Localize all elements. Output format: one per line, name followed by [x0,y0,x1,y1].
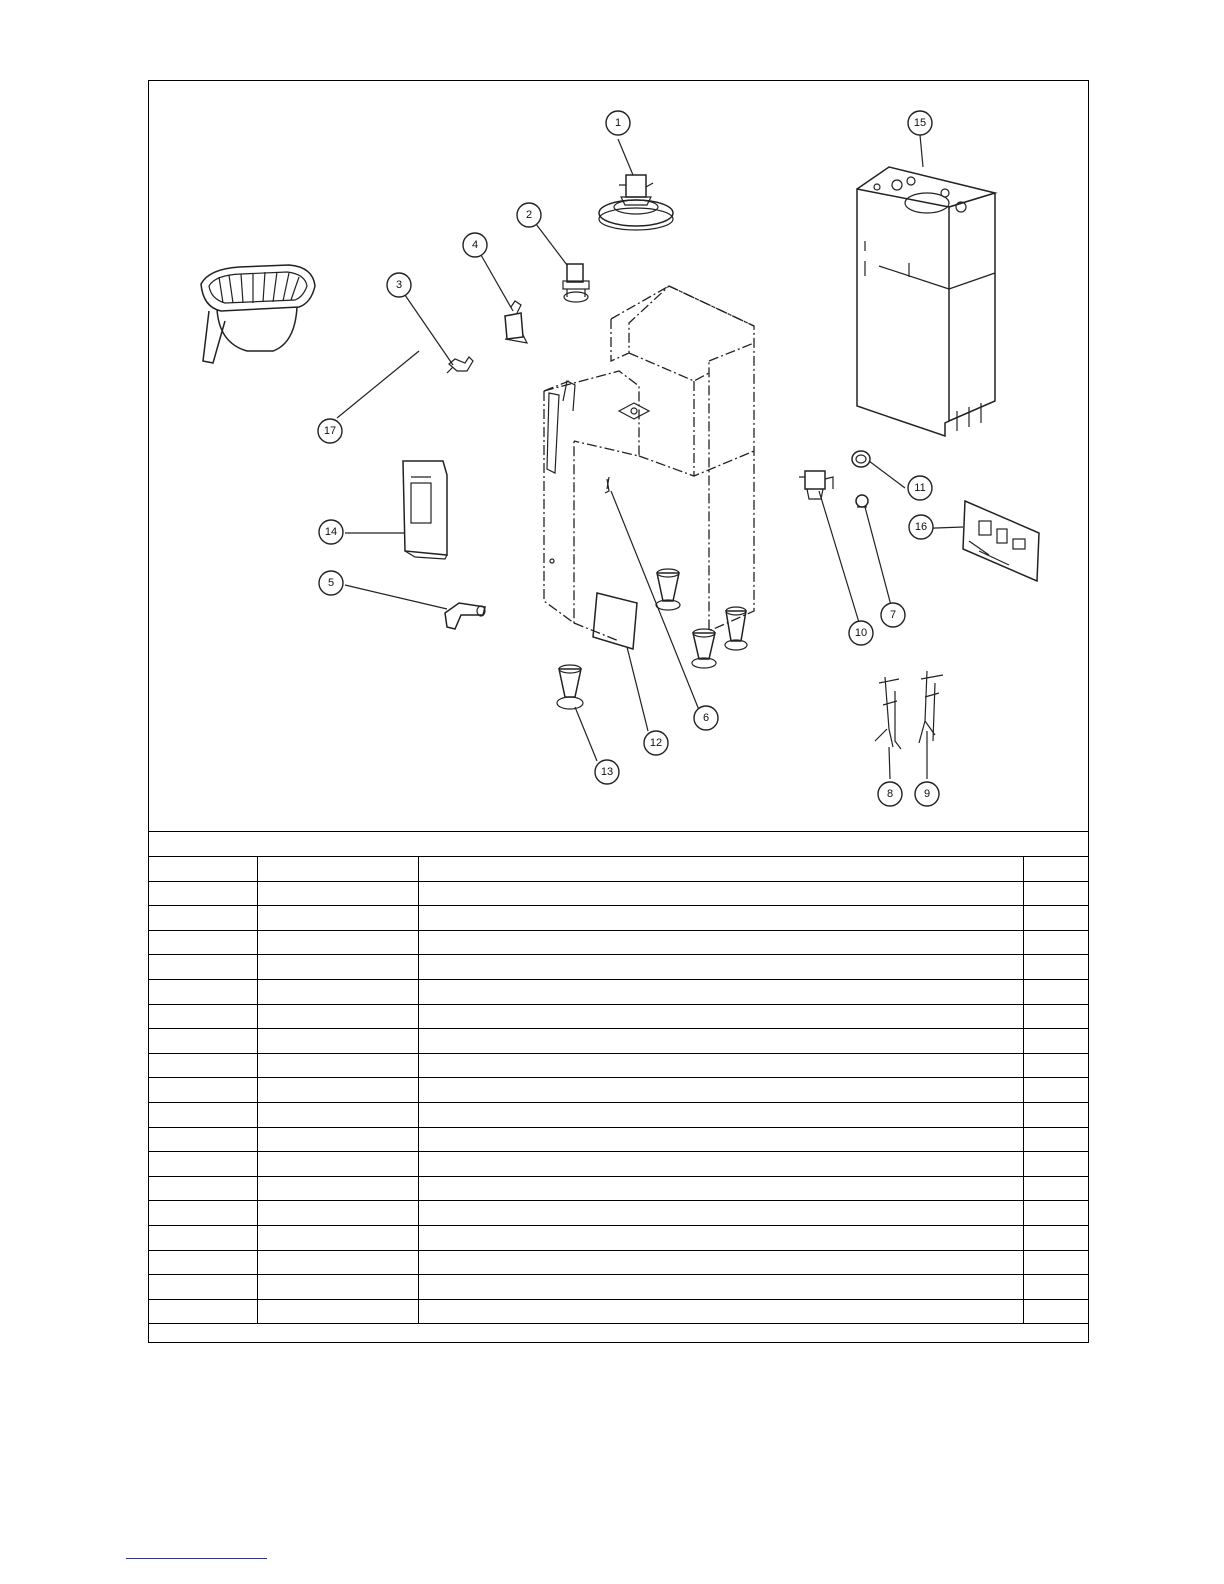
table-cell [418,906,1023,931]
document-frame [148,80,1089,1343]
table-cell [1023,1004,1088,1029]
callout-9 [915,782,939,806]
table-row [149,1275,1088,1300]
part-fitting-small [856,495,868,507]
table-cell [418,1176,1023,1201]
table-cell [257,1299,418,1324]
part-control-board [963,501,1039,581]
table-cell [1023,1127,1088,1152]
parts-table [149,856,1088,1324]
svg-text:12: 12 [649,737,663,749]
table-cell [149,1152,257,1177]
exploded-parts-diagram [149,81,1088,831]
table-cell [257,1053,418,1078]
parts-table-title [149,831,1088,856]
part-sprayhead-valve [599,175,673,230]
table-cell [149,1078,257,1103]
table-cell [149,1127,257,1152]
table-cell [257,1201,418,1226]
table-cell [257,906,418,931]
callout-10 [849,621,873,645]
table-cell [1023,906,1088,931]
table-cell [418,955,1023,980]
table-cell [418,979,1023,1004]
table-row [149,906,1088,931]
part-sensor-probe [447,357,473,373]
table-cell [418,1152,1023,1177]
table-cell [257,1127,418,1152]
part-leg-2 [725,607,747,650]
table-cell [418,1127,1023,1152]
table-cell [149,1201,257,1226]
table-cell [1023,1275,1088,1300]
table-cell [418,1078,1023,1103]
callout-6 [694,706,718,730]
part-access-panel [593,593,637,649]
table-cell [1023,1201,1088,1226]
svg-text:4: 4 [471,239,479,251]
table-cell [257,979,418,1004]
part-bracket [505,301,527,343]
table-cell [257,1275,418,1300]
table-cell [149,1176,257,1201]
table-cell [149,930,257,955]
svg-text:9: 9 [923,788,931,800]
part-leg-3 [692,629,716,668]
table-cell [149,881,257,906]
table-cell [418,1250,1023,1275]
table-cell [418,1102,1023,1127]
table-cell [1023,1152,1088,1177]
part-front-cover [403,461,447,559]
table-cell [149,1250,257,1275]
callout-14 [319,520,343,544]
svg-text:1: 1 [614,117,622,129]
table-cell [1023,1176,1088,1201]
table-cell [257,1250,418,1275]
part-leg-13 [557,665,583,709]
table-cell [149,1029,257,1054]
table-cell [257,1029,418,1054]
table-cell [149,906,257,931]
table-cell [418,1053,1023,1078]
table-cell [418,1275,1023,1300]
svg-text:14: 14 [324,526,338,538]
table-cell [1023,1078,1088,1103]
table-cell [149,1004,257,1029]
svg-text:2: 2 [525,209,533,221]
table-header-cell [1023,857,1088,882]
table-row [149,1225,1088,1250]
svg-text:10: 10 [854,627,868,639]
table-cell [1023,1102,1088,1127]
callout-13 [595,760,619,784]
svg-text:6: 6 [702,712,710,724]
svg-text:3: 3 [395,279,403,291]
svg-text:13: 13 [600,766,614,778]
svg-text:8: 8 [886,788,894,800]
svg-text:5: 5 [327,577,335,589]
part-wire-harness-b [919,671,943,743]
svg-text:15: 15 [913,117,927,129]
part-wire-harness-a [875,677,901,749]
table-cell [1023,1053,1088,1078]
table-row [149,1299,1088,1324]
part-tank [857,167,995,436]
callout-17 [318,419,342,443]
callout-16 [909,515,933,539]
callout-12 [644,731,668,755]
table-row [149,930,1088,955]
callout-11 [908,476,932,500]
part-valve-small [563,264,589,302]
table-cell [149,979,257,1004]
table-row [149,1053,1088,1078]
table-row [149,1004,1088,1029]
table-row [149,1127,1088,1152]
table-row [149,979,1088,1004]
part-faucet [445,603,485,629]
table-cell [149,1275,257,1300]
svg-text:16: 16 [914,521,928,533]
callout-7 [881,603,905,627]
table-row [149,881,1088,906]
table-cell [418,930,1023,955]
table-cell [257,881,418,906]
table-cell [149,955,257,980]
table-header-row [149,857,1088,882]
table-cell [418,1029,1023,1054]
table-cell [257,1152,418,1177]
svg-text:7: 7 [889,609,897,621]
table-cell [418,1004,1023,1029]
table-row [149,1029,1088,1054]
table-row [149,1102,1088,1127]
table-cell [1023,979,1088,1004]
table-cell [1023,1029,1088,1054]
callout-5 [319,571,343,595]
table-cell [1023,955,1088,980]
callout-1 [606,111,630,135]
part-fitting-large [852,451,870,467]
table-cell [257,1078,418,1103]
callout-8 [878,782,902,806]
callout-4 [463,233,487,257]
table-cell [418,1225,1023,1250]
callout-3 [387,273,411,297]
table-cell [1023,881,1088,906]
footer-link-underline[interactable] [126,1558,267,1559]
table-cell [149,1053,257,1078]
table-row [149,1176,1088,1201]
table-row [149,1250,1088,1275]
table-cell [1023,930,1088,955]
table-row [149,1078,1088,1103]
table-cell [257,1225,418,1250]
table-cell [257,1004,418,1029]
svg-text:11: 11 [914,482,926,494]
table-cell [257,955,418,980]
table-header-cell [149,857,257,882]
table-cell [257,930,418,955]
part-brew-basket [201,265,315,363]
table-cell [257,1176,418,1201]
table-row [149,1201,1088,1226]
table-cell [149,1225,257,1250]
table-cell [418,1299,1023,1324]
svg-text:17: 17 [323,425,337,437]
part-main-frame [544,286,754,641]
table-row [149,1152,1088,1177]
table-cell [418,881,1023,906]
table-cell [1023,1225,1088,1250]
table-header-cell [257,857,418,882]
part-solenoid-valve [799,471,833,499]
part-leg-1 [656,569,680,610]
table-cell [1023,1250,1088,1275]
table-cell [149,1299,257,1324]
table-row [149,955,1088,980]
table-cell [149,1102,257,1127]
callout-15 [908,111,932,135]
table-cell [257,1102,418,1127]
callout-2 [517,203,541,227]
table-cell [418,1201,1023,1226]
table-header-cell [418,857,1023,882]
table-cell [1023,1299,1088,1324]
